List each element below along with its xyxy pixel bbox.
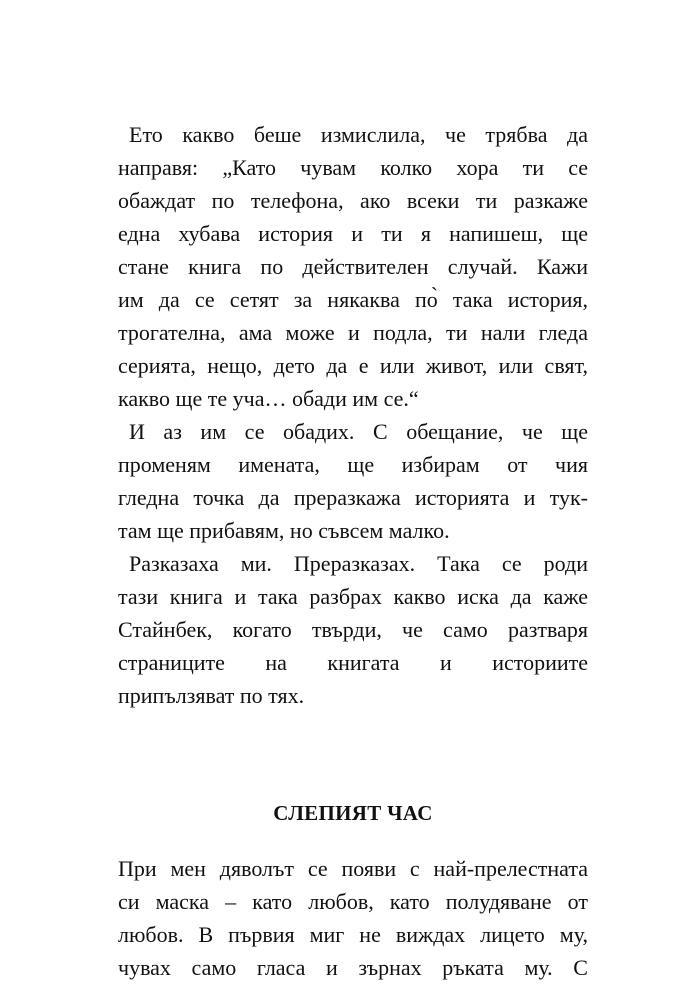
paragraph [118,118,588,415]
paragraph [118,415,588,547]
text-line: направя: „Като чувам колко хора ти се [118,155,588,180]
text-line: стане книга по действителен случай. Кажи [118,254,588,279]
text-line: При мен дяволът се появи с най-прелестната [118,856,588,881]
text-line: трогателна, ама може и подла, ти нали гледа [118,320,588,345]
text-line: чувах само гласа и зърнах ръката му. С [118,955,588,980]
text-line: обаждат по телефона, ако всеки ти разкаже [118,188,588,213]
text-line: там ще прибавям, но съвсем малко. [118,518,450,543]
text-line: Ето какво беше измислила, че трябва да [129,122,588,147]
paragraph [118,852,588,984]
text-line: променям имената, ще избирам от чия [118,452,588,477]
text-line: Стайнбек, когато твърди, че само разтваря [118,617,588,642]
text-line: серията, нещо, дето да е или живот, или свят, [118,353,588,378]
book-page [118,118,588,984]
text-line: им да се сетят за някаква по̀ така история, [118,287,588,312]
text-line: И аз им се обадих. С обещание, че ще [129,419,588,444]
text-line: припълзяват по тях. [118,683,305,708]
text-line: гледна точка да преразкажа историята и тук- [118,485,588,510]
text-line: любов. В първия миг не виждах лицето му, [118,922,588,947]
chapter-title: СЛЕПИЯТ ЧАС [273,801,433,825]
text-line: тази книга и така разбрах какво иска да каже [118,584,588,609]
text-line: страниците на книгата и историите [118,650,588,675]
paragraph [118,547,588,712]
text-line: една хубава история и ти я напишеш, ще [118,221,588,246]
text-line: какво ще те уча… обади им се.“ [118,386,419,411]
text-line: си маска – като любов, като полудяване от [118,889,588,914]
text-line: Разказаха ми. Преразказах. Така се роди [129,551,588,576]
